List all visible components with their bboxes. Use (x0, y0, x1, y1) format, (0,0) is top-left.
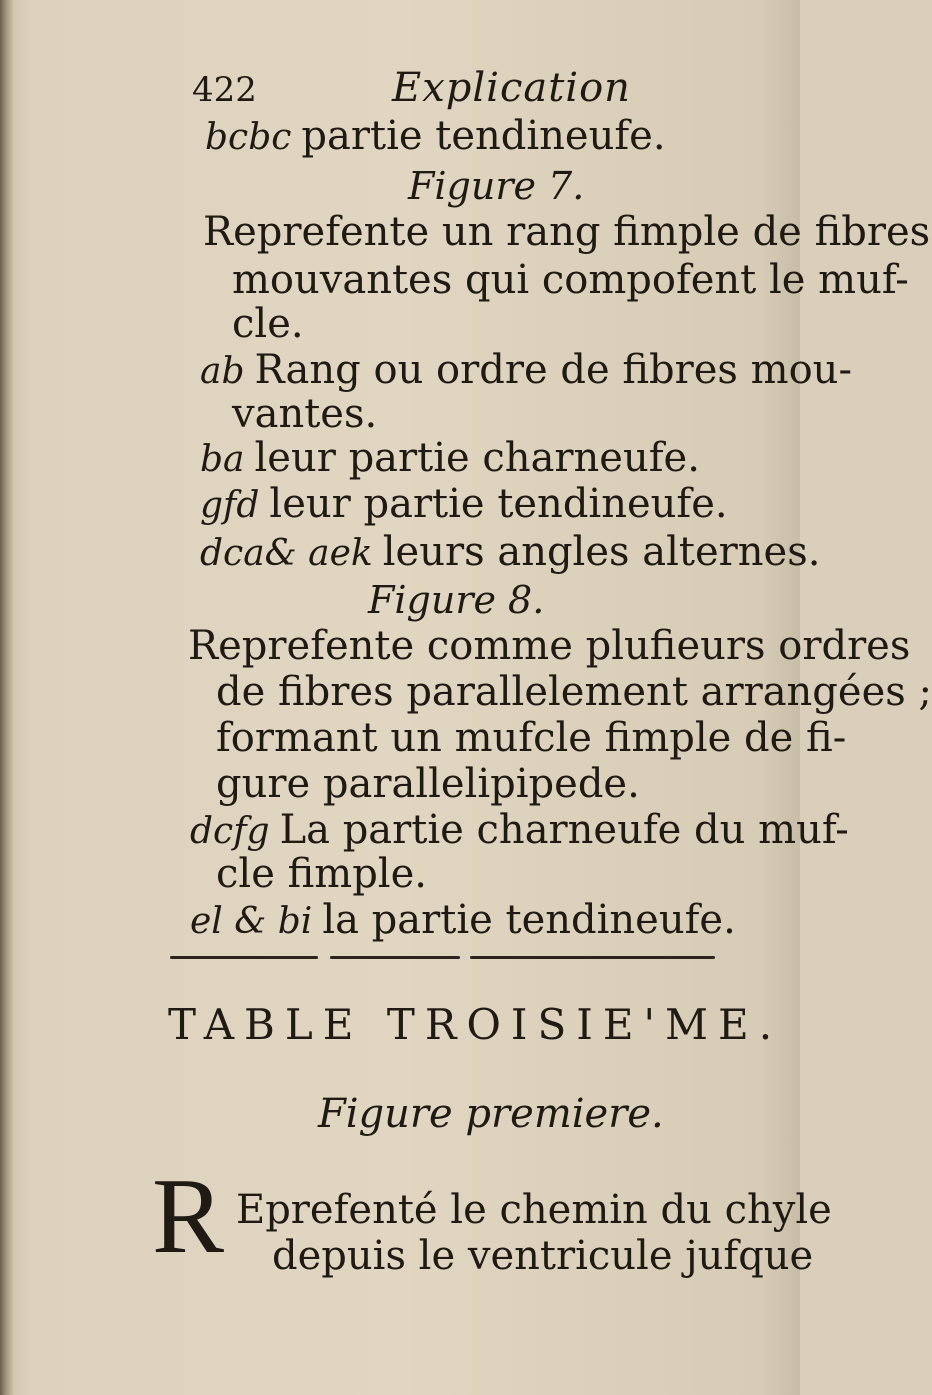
running-title: Explication (392, 65, 631, 111)
text-line-3: Reprefente un rang fimple de fibres (203, 209, 931, 255)
text-line-12: Reprefente comme plufieurs ordres (188, 623, 911, 669)
line-text: Rang ou ordre de fibres mou- (254, 347, 852, 393)
figure-8-heading: Figure 8. (368, 578, 545, 622)
label-symbol: ab (200, 351, 245, 392)
label-symbol: dcfg (190, 811, 270, 852)
figure-7-heading: Figure 7. (408, 164, 585, 208)
separator-rule-2 (330, 956, 460, 959)
spine-shadow (0, 0, 14, 1395)
text-line-5: cle. (232, 301, 304, 347)
text-line-7: vantes. (232, 391, 378, 437)
text-line-second: depuis le ventricule jufque (272, 1233, 814, 1279)
text-line-14: formant un mufcle fimple de fi- (216, 715, 847, 761)
line-text: leur partie tendineufe. (269, 481, 728, 527)
label-symbol: dca& aek (200, 533, 373, 574)
label-symbol: ba (200, 439, 245, 480)
text-line-17: cle fimple. (216, 851, 427, 897)
separator-rule-3 (470, 956, 715, 959)
label-symbol: gfd (200, 485, 260, 526)
text-line-16 (190, 806, 849, 856)
text-line-4: mouvantes qui compofent le muf- (232, 257, 909, 303)
line-text: partie tendineufe. (301, 113, 666, 159)
line-text: La partie charneufe du muf- (279, 807, 849, 853)
text-line-1 (205, 112, 666, 162)
line-text: leurs angles alternes. (382, 529, 821, 575)
text-line-13: de fibres parallelement arrangées ; (216, 669, 932, 715)
text-line-10 (200, 528, 820, 578)
text-line-first: Eprefenté le chemin du chyle (236, 1187, 832, 1233)
text-line-6 (200, 346, 852, 396)
text-line-15: gure parallelipipede. (216, 761, 640, 807)
line-text: la partie tendineufe. (322, 897, 736, 943)
label-symbol: bcbc (205, 117, 292, 158)
drop-cap: R (152, 1157, 225, 1276)
page-number: 422 (192, 70, 257, 110)
label-symbol: el & bi (190, 901, 313, 942)
text-line-18 (190, 896, 736, 946)
table-title: TABLE TROISIE'ME. (168, 1000, 783, 1049)
text-line-9 (200, 480, 728, 530)
figure-premiere-heading: Figure premiere. (318, 1091, 664, 1137)
text-line-8 (200, 434, 700, 484)
line-text: leur partie charneufe. (254, 435, 700, 481)
separator-rule-1 (170, 956, 318, 959)
